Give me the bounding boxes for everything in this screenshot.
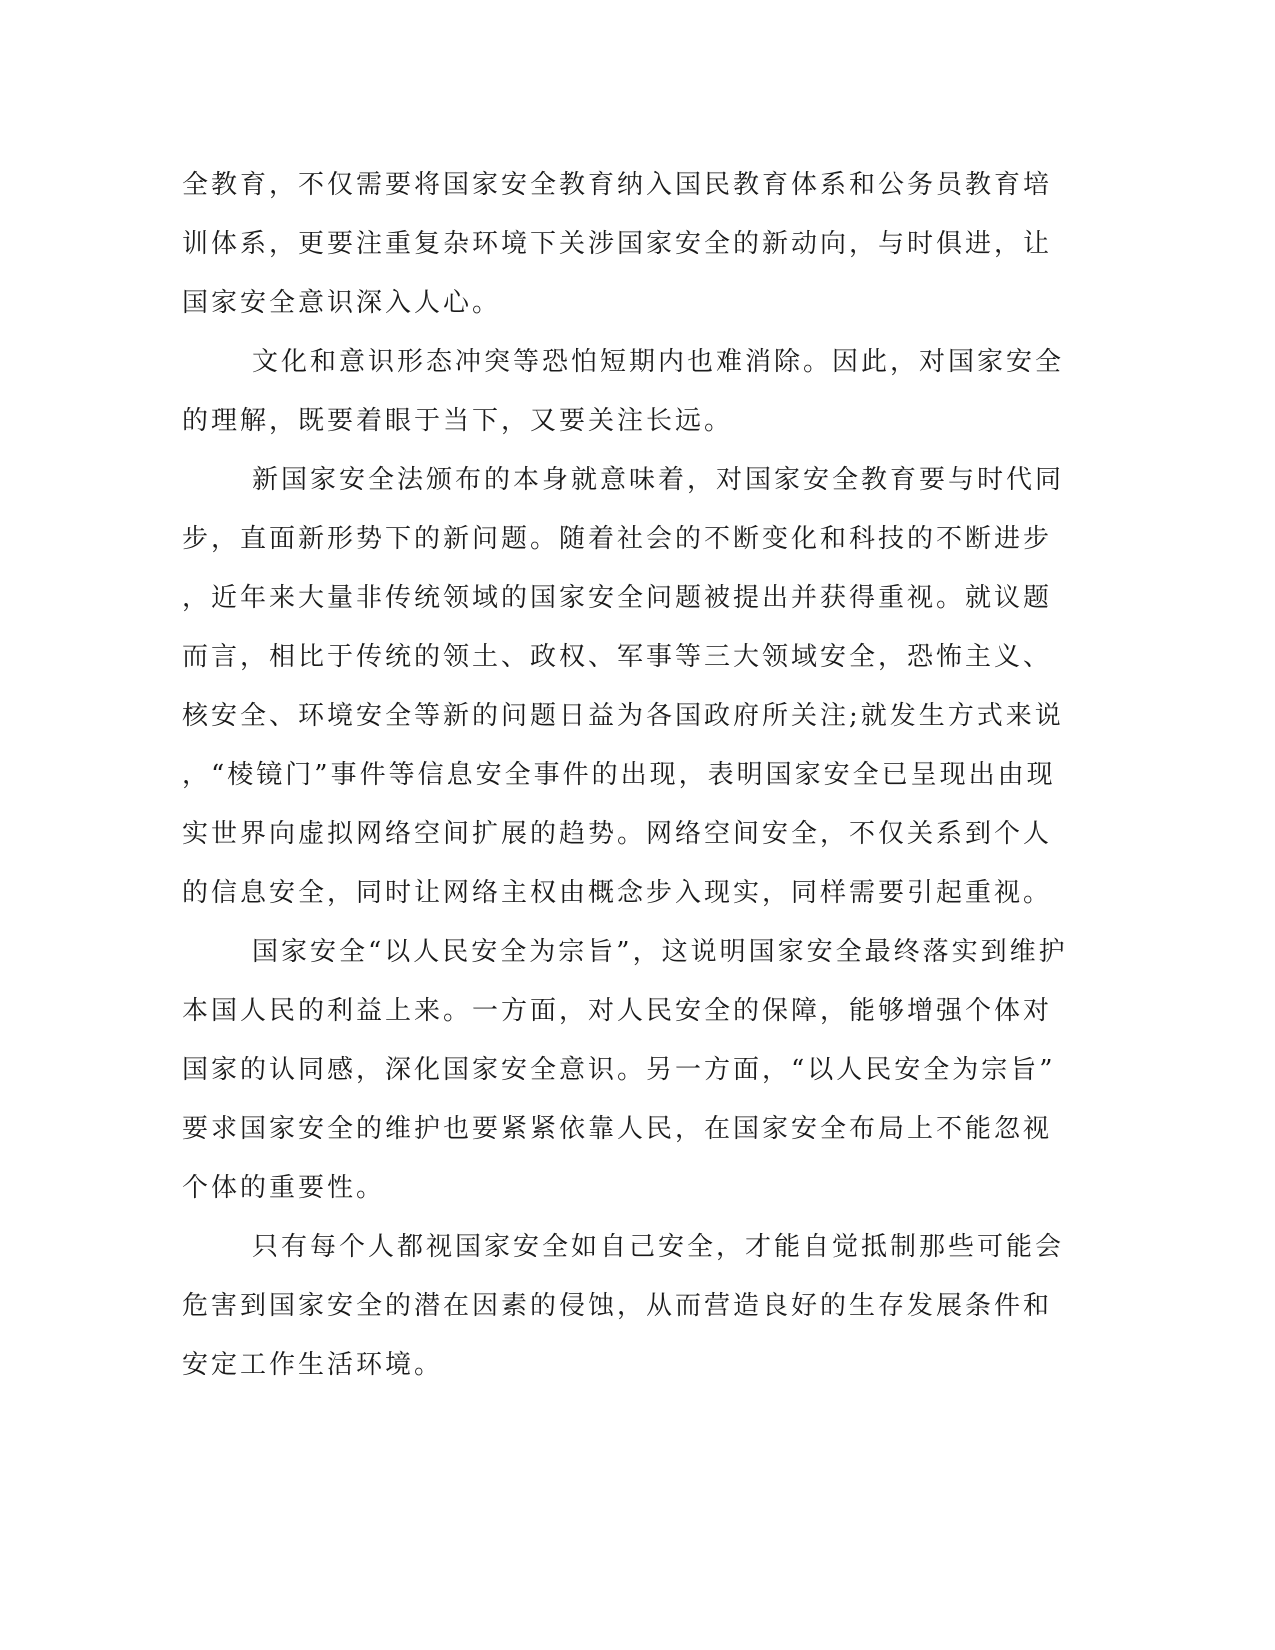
text-line: 国家安全“以人民安全为宗旨”，这说明国家安全最终落实到维护 [252,937,1068,967]
text-line: 步，直面新形势下的新问题。随着社会的不断变化和科技的不断进步 [182,524,1053,554]
text-line: 本国人民的利益上来。一方面，对人民安全的保障，能够增强个体对 [182,996,1053,1026]
paragraph-5 [182,1218,1065,1395]
paragraph-4 [182,923,1068,1218]
text-line: 要求国家安全的维护也要紧紧依靠人民，在国家安全布局上不能忽视 [182,1114,1053,1144]
text-line: 全教育，不仅需要将国家安全教育纳入国民教育体系和公务员教育培 [182,170,1053,200]
text-line: 文化和意识形态冲突等恐怕短期内也难消除。因此，对国家安全 [252,347,1065,377]
text-line: 危害到国家安全的潜在因素的侵蚀，从而营造良好的生存发展条件和 [182,1291,1053,1321]
document-body [182,156,1068,1395]
text-line: 核安全、环境安全等新的问题日益为各国政府所关注;就发生方式来说 [182,701,1064,731]
text-line: 新国家安全法颁布的本身就意味着，对国家安全教育要与时代同 [252,465,1065,495]
text-line: 的信息安全，同时让网络主权由概念步入现实，同样需要引起重视。 [182,878,1053,908]
text-line: 安定工作生活环境。 [182,1350,444,1380]
text-line: 而言，相比于传统的领土、政权、军事等三大领域安全，恐怖主义、 [182,642,1053,672]
text-line: ，近年来大量非传统领域的国家安全问题被提出并获得重视。就议题 [182,583,1053,613]
text-line: 的理解，既要着眼于当下，又要关注长远。 [182,406,734,436]
text-line: 个体的重要性。 [182,1173,386,1203]
text-line: 实世界向虚拟网络空间扩展的趋势。网络空间安全，不仅关系到个人 [182,819,1053,849]
text-line: 只有每个人都视国家安全如自己安全，才能自觉抵制那些可能会 [252,1232,1065,1262]
text-line: 训体系，更要注重复杂环境下关涉国家安全的新动向，与时俱进，让 [182,229,1053,259]
paragraph-2 [182,333,1065,451]
text-line: 国家的认同感，深化国家安全意识。另一方面，“以人民安全为宗旨” [182,1055,1056,1085]
text-line: 国家安全意识深入人心。 [182,288,502,318]
paragraph-3 [182,451,1065,923]
paragraph-1 [182,156,1062,333]
text-line: ，“棱镜门”事件等信息安全事件的出现，表明国家安全已呈现出由现 [182,760,1056,790]
